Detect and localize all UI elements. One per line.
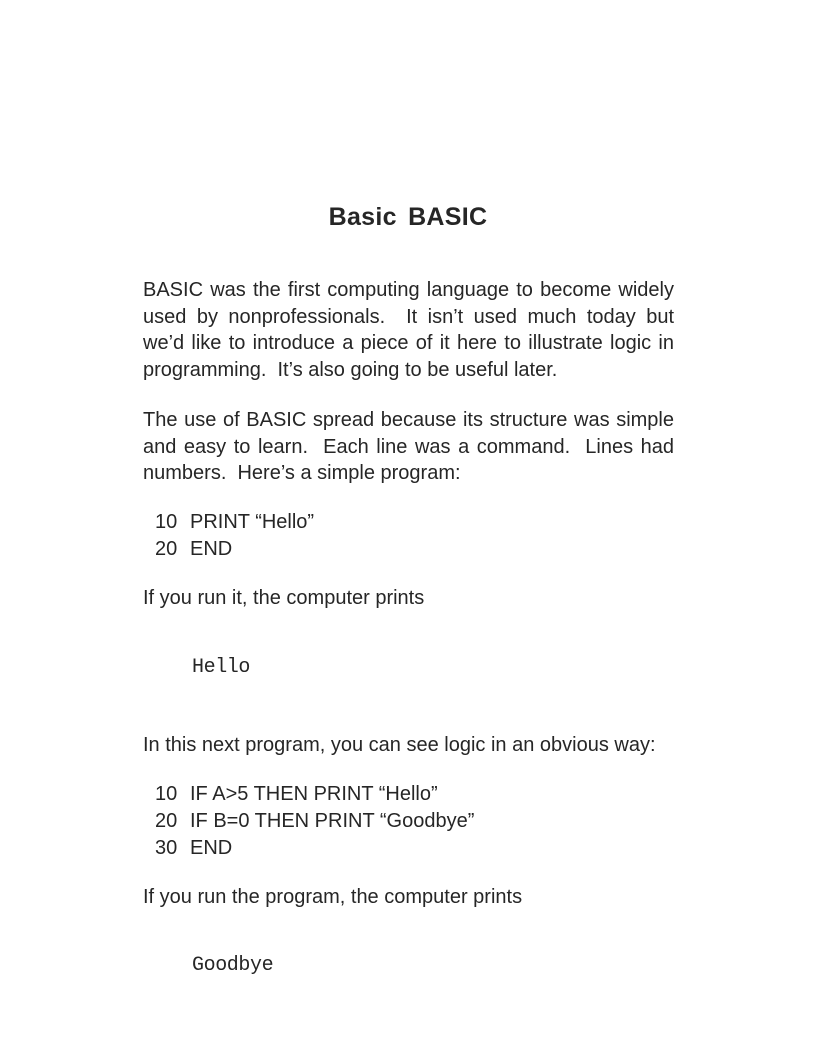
line-code: IF B=0 THEN PRINT “Goodbye” [190, 810, 475, 832]
paragraph-spread-line-1: The use of BASIC spread because its structure was simple [143, 409, 674, 431]
line-code: PRINT “Hello” [190, 511, 315, 533]
line-number: 20 [155, 810, 178, 832]
program-listing-2 [143, 781, 674, 862]
paragraph-spread-line-3: numbers. Here’s a simple program: [143, 462, 461, 484]
program1-output-text: Hello [192, 656, 251, 679]
line-number: 20 [155, 538, 178, 560]
program2-line-10 [143, 781, 674, 808]
paragraph-intro-line-2: used by nonprofessionals. It isn’t used much today but [143, 305, 674, 328]
line-number: 10 [155, 783, 178, 805]
program1-output [143, 655, 674, 682]
paragraph-intro-line-3: we’d like to introduce a piece of it here to illustrate logic in [143, 332, 674, 354]
content-column [143, 0, 674, 1056]
paragraph-spread [143, 407, 674, 487]
paragraph-intro-line-4: programming. It’s also going to be useful later. [143, 358, 558, 381]
line-code: IF A>5 THEN PRINT “Hello” [190, 783, 438, 805]
logic-intro: In this next program, you can see logic in an obvious way: [143, 734, 656, 756]
line-number: 10 [155, 511, 178, 533]
program2-output [143, 953, 674, 980]
program1-line-10 [143, 509, 674, 536]
page-title: Basic BASIC [328, 203, 488, 231]
run1-caption: If you run it, the computer prints [143, 587, 425, 609]
program2-output-text: Goodbye [192, 954, 274, 977]
paragraph-intro [143, 277, 674, 383]
program2-line-20 [143, 808, 674, 835]
program1-line-20 [143, 536, 674, 563]
paragraph-spread-line-2: and easy to learn. Each line was a command. Lines had [143, 435, 674, 458]
line-code: END [190, 538, 233, 560]
program2-line-30 [143, 835, 674, 862]
run2-caption: If you run the program, the computer prints [143, 886, 523, 908]
paragraph-intro-line-1: BASIC was the first computing language to become widely [143, 279, 674, 301]
line-code: END [190, 837, 233, 859]
line-number: 30 [155, 837, 178, 859]
program-listing-1 [143, 509, 674, 563]
